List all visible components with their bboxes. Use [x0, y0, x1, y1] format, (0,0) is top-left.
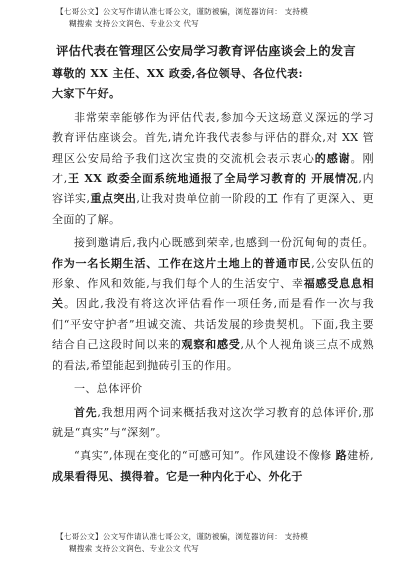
text-run: 非常荣幸能够作为评估代表,参加今天这场意义深远的学习教育评估座谈会。首先,请允许我代表参与评估的群众,对 XX 管理区公安局给予我们这次宝贵的交流机会表示衷心 — [52, 110, 374, 165]
emphasized-text: 观察和感受 — [181, 338, 241, 352]
text-run: 。因此,我没有将这次评估看作一项任务,而是看作一次与我们“平安守护者”坦诚交流、共话发展的珍贵契机。下面,我主要结合自己这段时间以来的 — [52, 297, 374, 352]
text-run: ,我想用两个词来概括我对这次学习教育的总体评价,那就是“真实”与“深刻”。 — [52, 405, 374, 439]
emphasized-text: 工 — [266, 192, 279, 206]
text-run: ,公安队伍的形象、作风和效能,与我们每个人的生活安宁、幸 — [52, 256, 374, 291]
emphasized-text: 成果看得见、摸得着。它是一种内化于心、外化于 — [52, 469, 303, 483]
section-heading: 一、总体评价 — [74, 382, 143, 396]
emphasized-text: 的感谢 — [314, 151, 351, 165]
text-run: 作有了更深入、更全面的了解。 — [52, 192, 374, 226]
document-title: 评估代表在管理区公安局学习教育评估座谈会上的发言 — [56, 44, 356, 58]
emphasized-text: 路 — [335, 449, 348, 463]
emphasized-text: 作为一名长期生活、工作在这片土地上的普通市民 — [52, 256, 312, 270]
document-body — [52, 64, 374, 487]
header-note-line: 【七哥公文】公文写作请认准七哥公文，谨防被骗，浏览器访问： 支持模 — [56, 7, 309, 16]
text-run: ,从个人视角谈三点不成熟的看法,希望能起到抛砖引玉的作用。 — [52, 338, 375, 372]
greeting: 尊敬的 XX 主任、XX 政委,各位领导、各位代表: — [52, 67, 303, 80]
emphasized-text: 重点突出 — [90, 192, 137, 206]
salutation: 大家下午好。 — [52, 87, 121, 101]
text-run: ,内容详实, — [52, 172, 374, 206]
footer-note-line: 糊搜索 支持公文润色、专业公文 代写 — [69, 544, 199, 553]
text-run: ,让我对贵单位前一阶段的 — [136, 192, 267, 206]
text-run: 建桥, — [347, 449, 374, 463]
page-footer-note — [56, 531, 386, 555]
text-run: 接到邀请后,我内心既感到荣幸,也感到一份沉甸甸的责任。 — [74, 236, 374, 250]
header-note-line: 糊搜索 支持公文润色、专业公文 代写 — [69, 19, 199, 28]
page-header-note — [56, 6, 386, 30]
intro-paragraph — [52, 108, 374, 230]
authenticity-paragraph — [52, 446, 374, 487]
emphasized-text: 王 XX 政委全面系统地通报了全局学习教育的 开展情况 — [67, 172, 359, 186]
footer-note-line: 【七哥公文】公文写作请认准七哥公文，谨防被骗，浏览器访问： 支持模 — [56, 532, 309, 541]
text-run: 。刚才, — [52, 151, 374, 186]
emphasized-text: 福感受息息相关 — [52, 277, 374, 311]
emphasized-text: 首先 — [74, 405, 98, 419]
evaluation-paragraph — [52, 403, 374, 444]
text-run: “真实”,体现在变化的“可感可知”。作风建设不像修 — [74, 449, 336, 463]
responsibility-paragraph — [52, 233, 374, 376]
